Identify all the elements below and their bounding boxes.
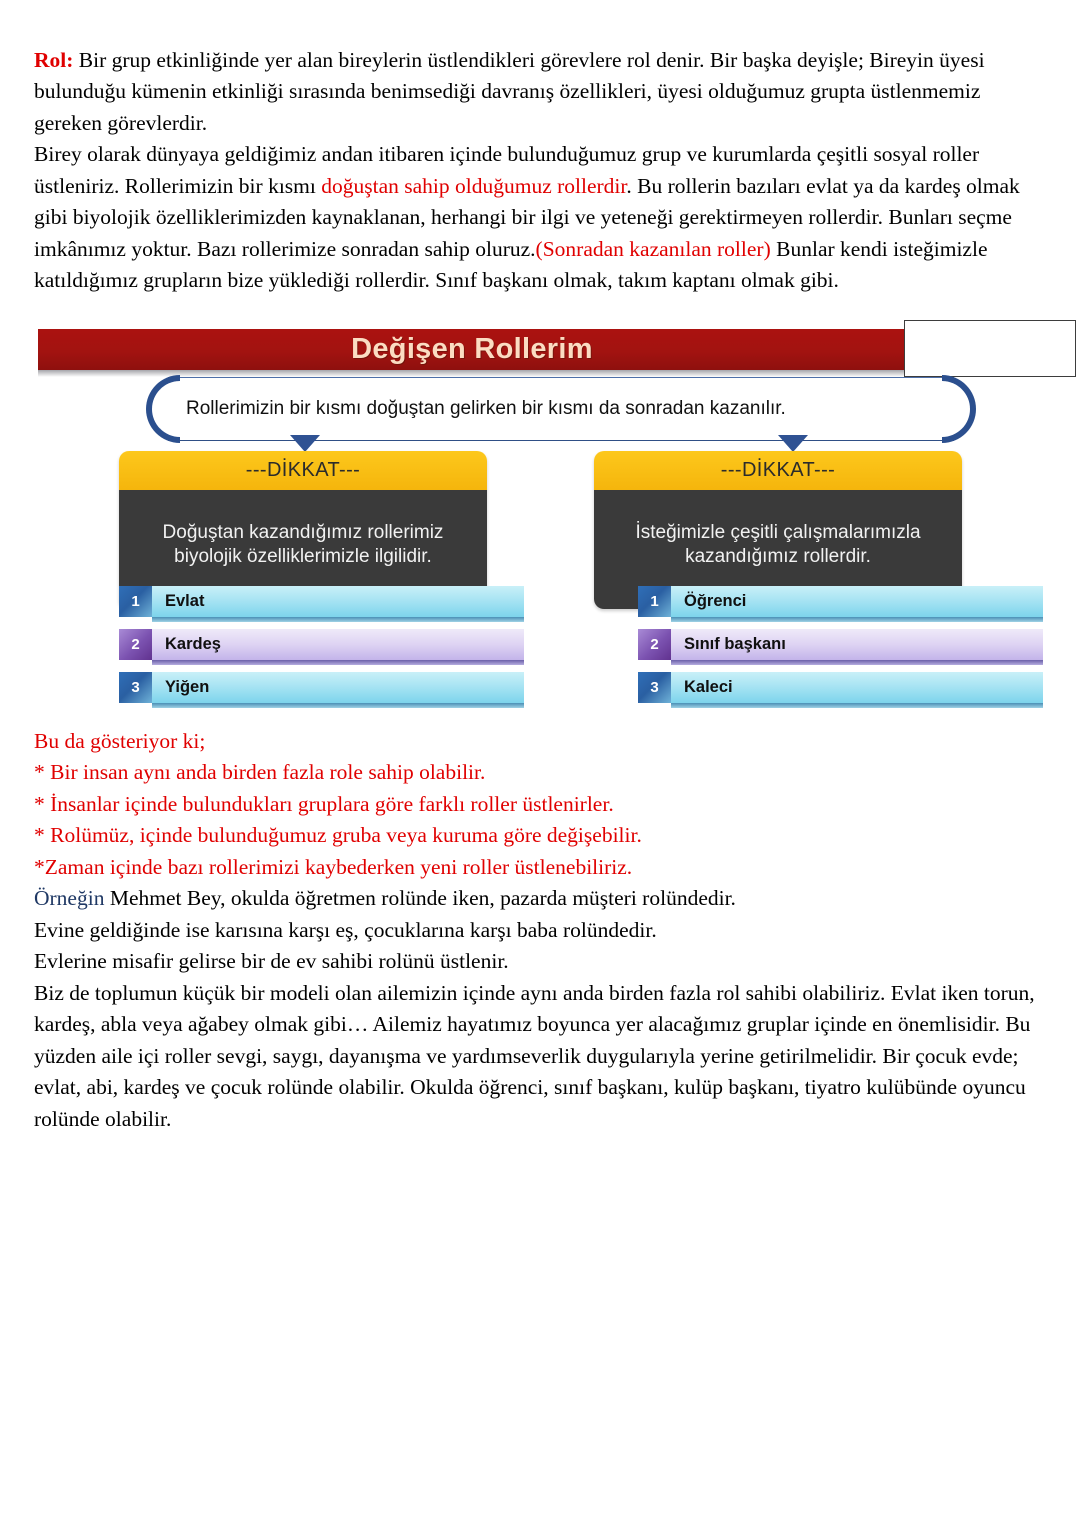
example-line-1 — [34, 883, 1046, 914]
acquired-roles-list — [638, 586, 1043, 715]
example-line-3: Evlerine misafir gelirse bir de ev sahibi rolünü üstlenir. — [34, 949, 509, 974]
conclusion-item: * Bir insan aynı anda birden fazla role sahip olabilir. — [34, 760, 486, 785]
speech-bubble-text: Rollerimizin bir kısmı doğuştan gelirken bir kısmı da sonradan kazanılır. — [186, 398, 786, 420]
list-item-underline — [671, 617, 1043, 622]
list-item-label: Sınıf başkanı — [671, 629, 1043, 660]
dikkat-card-acquired-header: ---DİKKAT--- — [594, 451, 962, 490]
speech-bubble — [168, 377, 954, 441]
list-item — [119, 586, 524, 617]
infographic-canvas — [38, 311, 1042, 709]
list-item-underline — [152, 703, 524, 708]
list-item-label: Kaleci — [671, 672, 1043, 703]
list-item-label: Evlat — [152, 586, 524, 617]
example-line-1-text: Mehmet Bey, okulda öğretmen rolünde iken, pazarda müşteri rolündedir. — [104, 886, 736, 911]
list-item-underline — [152, 617, 524, 622]
list-item-label: Öğrenci — [671, 586, 1043, 617]
roles-part-3: Bunlar kendi isteğimizle katıldığımız grupların bize yüklediği rollerdir. Sınıf başkanı olmak, takım kaptanı olmak gibi. — [34, 236, 988, 293]
list-item-label: Kardeş — [152, 629, 524, 660]
list-item — [638, 629, 1043, 660]
infographic-banner — [38, 329, 906, 370]
infographic — [0, 311, 1080, 709]
list-item-number: 3 — [638, 672, 671, 703]
dikkat-card-inborn-header: ---DİKKAT--- — [119, 451, 487, 490]
list-item-number: 1 — [119, 586, 152, 617]
closing-paragraph: Biz de toplumun küçük bir modeli olan ailemizin içinde aynı anda birden fazla rol sahibi olabiliriz. Evlat iken torun, kardeş, abla veya ağabey olmak gibi… Ailemiz hayatımız boyunca yer alacağımız gruplar içinde en önemlisidir. Bu yüzden aile içi roller sevgi, saygı, dayanışma ve yardımseverlik duygularıyla yerine getirilmelidir. Bir çocuk evde; evlat, abi, kardeş ve çocuk rolünde olabilir. Okulda öğrenci, sınıf başkanı, kulüp başkanı, tiyatro kulübünde oyuncu rolünde olabilir. — [34, 980, 1035, 1131]
roles-part-2: . Bu rollerin bazıları evlat ya da kardeş olmak gibi biyolojik özelliklerimizden kaynaklanan, herhangi bir ilgi ve yeteneği gerektirmeyen rollerdir. Bunları seçme imkânımız yoktur. Bazı rollerimize sonradan sahip oluruz. — [34, 173, 1020, 261]
list-item-underline — [152, 660, 524, 665]
conclusion-item: * İnsanlar içinde bulundukları gruplara göre farklı roller üstlenirler. — [34, 791, 614, 816]
infographic-title: Değişen Rollerim — [351, 332, 593, 365]
roles-highlight-acquired: (Sonradan kazanılan roller) — [535, 236, 771, 261]
conclusion-item: *Zaman içinde bazı rollerimizi kaybederken yeni roller üstlenebiliriz. — [34, 854, 633, 879]
example-marker: Örneğin — [34, 886, 105, 911]
definition-paragraph — [34, 45, 1046, 139]
list-item-underline — [671, 703, 1043, 708]
definition-text: Bir grup etkinliğinde yer alan bireylerin üstlendikleri görevlere rol denir. Bir başka deyişle; Bireyin üyesi bulunduğu kümenin etkinliği sırasında benimsediği davranış özellikleri, üyesi olduğumuz grupta üstlenmemiz gereken görevlerdir. — [34, 48, 985, 135]
list-item — [119, 672, 524, 703]
list-item-number: 2 — [119, 629, 152, 660]
example-section — [0, 883, 1080, 977]
white-note-box — [904, 320, 1076, 377]
list-item-label: Yiğen — [152, 672, 524, 703]
list-item-number: 1 — [638, 586, 671, 617]
arrow-down-right-icon — [778, 435, 808, 452]
list-item-number: 3 — [119, 672, 152, 703]
list-item — [638, 672, 1043, 703]
roles-paragraph-section — [0, 139, 1080, 296]
bubble-left-bracket-icon — [146, 375, 180, 443]
dikkat-card-inborn-text: Doğuştan kazandığımız rollerimiz biyolojik özelliklerimizle ilgilidir. — [162, 521, 444, 568]
roles-part-1: Birey olarak dünyaya geldiğimiz andan itibaren içinde bulunduğumuz grup ve kurumlarda çeşitli sosyal roller üstleniriz. Rollerimizin bir kısmı — [34, 142, 980, 198]
example-line-2: Evine geldiğinde ise karısına karşı eş, çocuklarına karşı baba rolündedir. — [34, 917, 657, 942]
closing-section — [0, 978, 1080, 1135]
list-item-number: 2 — [638, 629, 671, 660]
speech-bubble-wrap — [146, 377, 976, 441]
list-item-underline — [671, 660, 1043, 665]
inborn-roles-list — [119, 586, 524, 715]
arrow-down-left-icon — [290, 435, 320, 452]
list-item — [638, 586, 1043, 617]
conclusions-section — [0, 709, 1080, 883]
conclusions-heading: Bu da gösteriyor ki; — [34, 728, 206, 753]
roles-highlight-inborn: doğuştan sahip olduğumuz rollerdir — [321, 173, 627, 198]
intro-section — [0, 0, 1080, 139]
term-rol: Rol: — [34, 48, 74, 72]
list-item — [119, 629, 524, 660]
dikkat-card-acquired-text: İsteğimizle çeşitli çalışmalarımızla kazandığımız rollerdir. — [635, 521, 921, 568]
bubble-right-bracket-icon — [942, 375, 976, 443]
roles-paragraph — [34, 139, 1046, 296]
conclusion-item: * Rolümüz, içinde bulunduğumuz gruba veya kuruma göre değişebilir. — [34, 823, 642, 848]
